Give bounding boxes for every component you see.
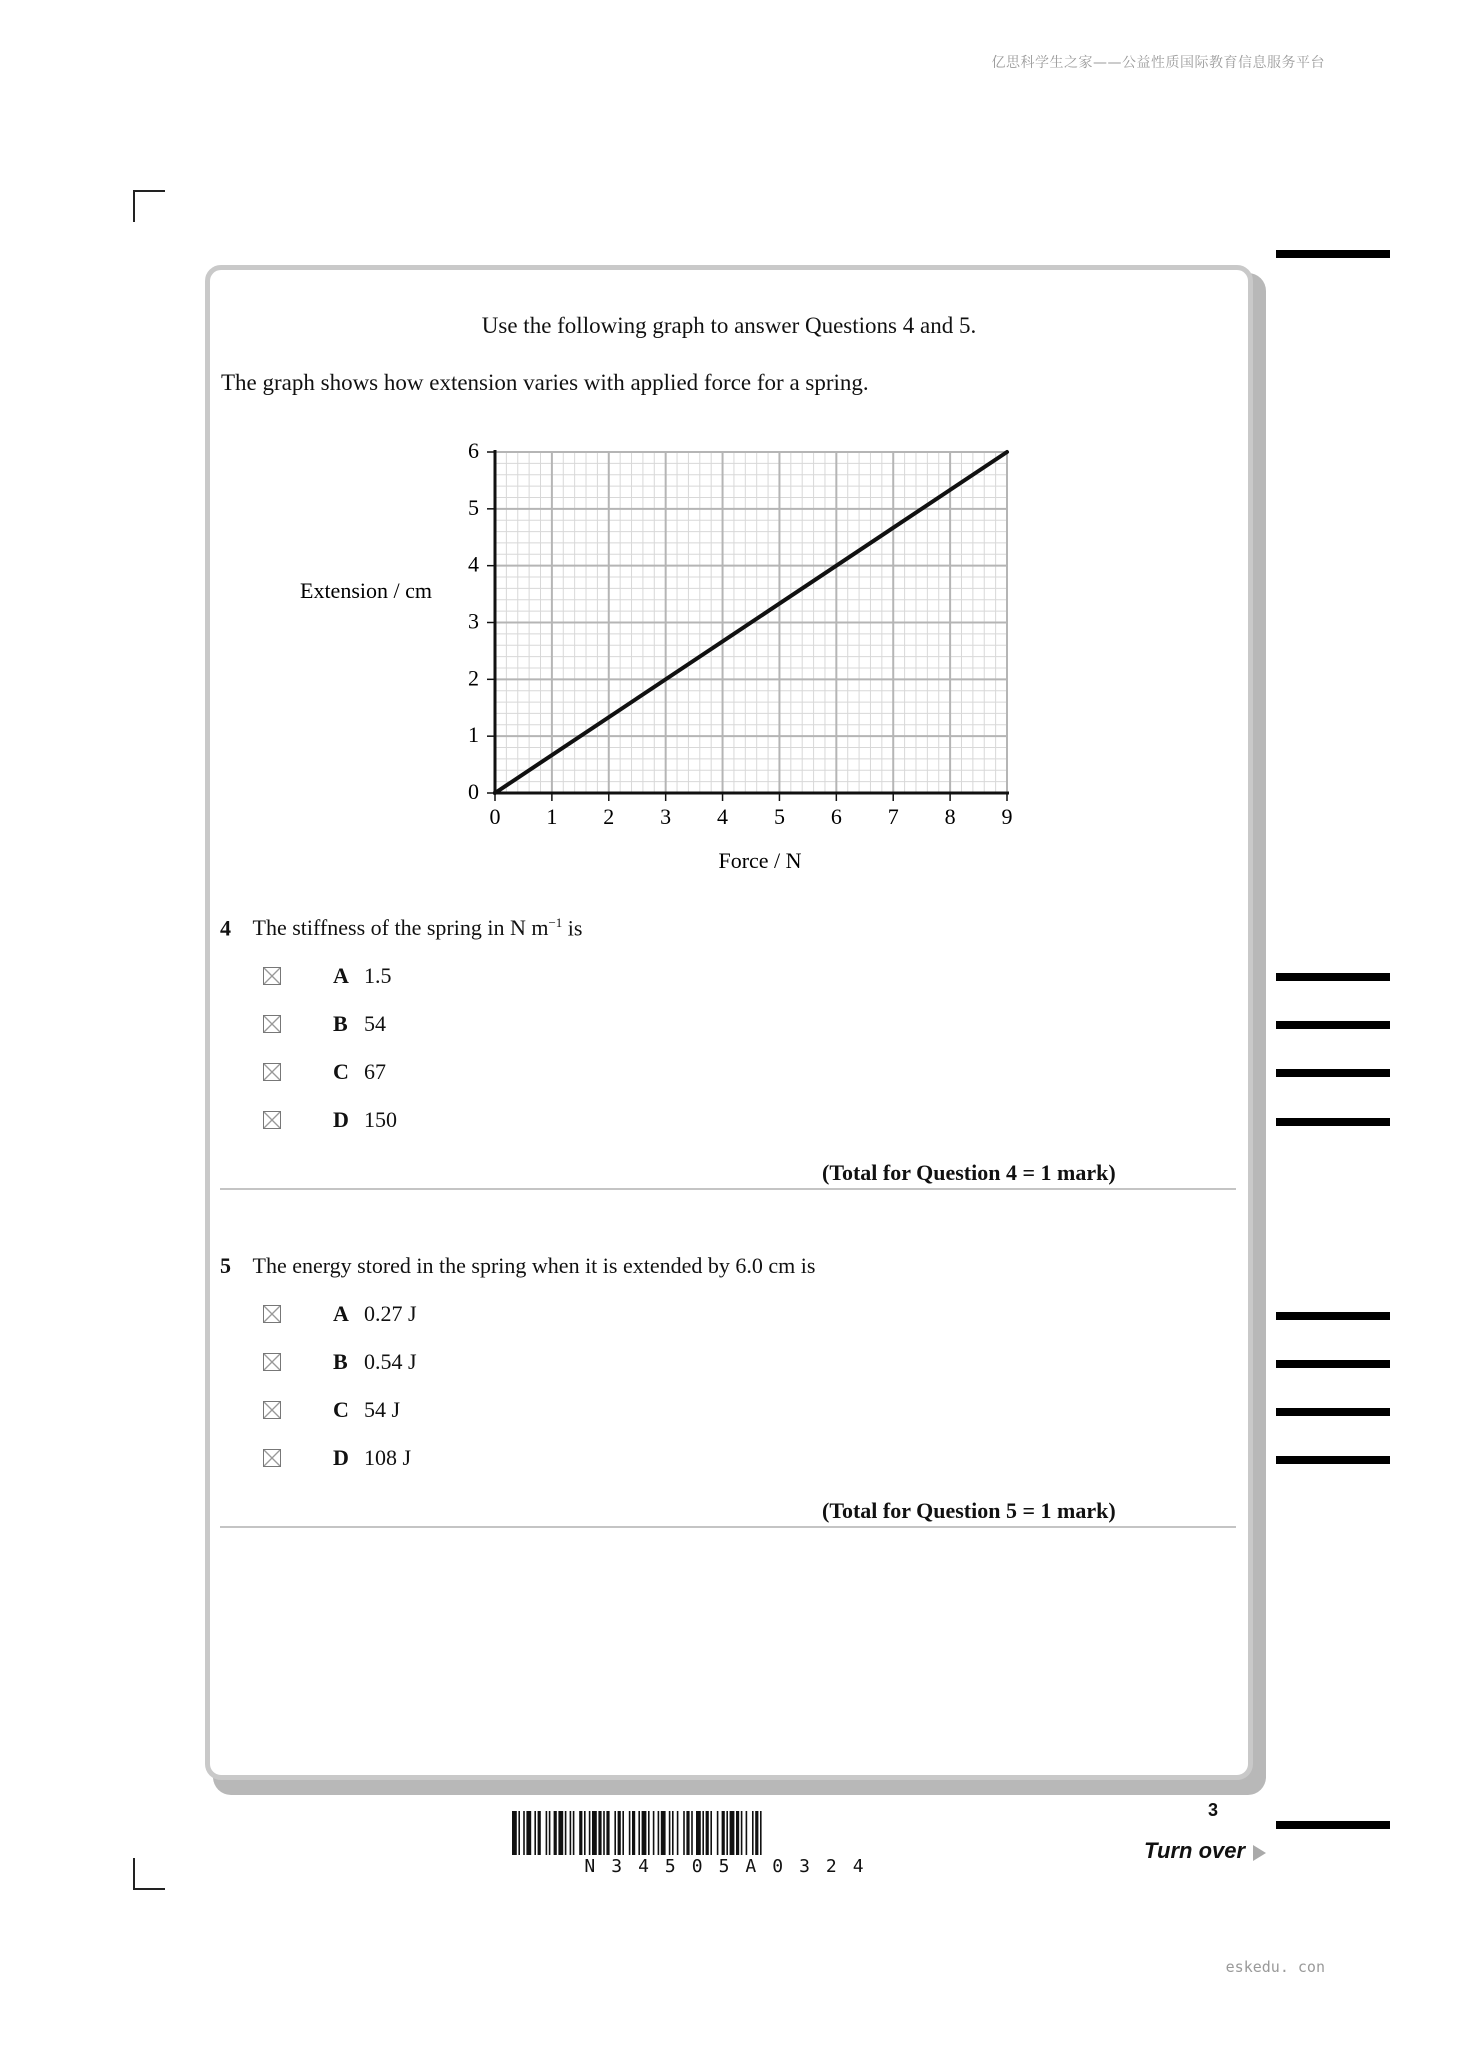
side-marker <box>1276 250 1390 258</box>
barcode-bar <box>669 1811 671 1855</box>
barcode-bar <box>638 1811 640 1855</box>
barcode-bar <box>579 1811 582 1855</box>
option-value: 150 <box>364 1107 397 1132</box>
option-letter: D <box>333 1107 349 1132</box>
option-letter: C <box>333 1059 349 1084</box>
barcode-bar <box>702 1811 704 1855</box>
question-4-total: (Total for Question 4 = 1 mark) <box>822 1160 1116 1185</box>
crop-mark-bottom-left <box>133 1858 135 1890</box>
barcode-bar <box>632 1811 635 1855</box>
side-marker <box>1276 1021 1390 1029</box>
side-marker <box>1276 1069 1390 1077</box>
divider <box>220 1188 1236 1190</box>
barcode-bar <box>606 1811 609 1855</box>
question-4-text-end: is <box>562 915 583 941</box>
y-tick-label: 3 <box>468 608 479 634</box>
x-axis-label: Force / N <box>718 848 802 873</box>
y-tick-label: 6 <box>468 438 479 463</box>
barcode-bar <box>589 1811 591 1855</box>
option-letter: D <box>333 1445 349 1470</box>
option-letter: B <box>333 1349 348 1374</box>
barcode-bar <box>752 1811 754 1855</box>
y-tick-label: 2 <box>468 665 479 691</box>
answer-checkbox[interactable] <box>263 1353 281 1371</box>
barcode-bar <box>592 1811 597 1855</box>
barcode-bar <box>672 1811 674 1855</box>
barcode-bar <box>658 1811 660 1855</box>
x-tick-label: 1 <box>546 804 558 829</box>
x-tick-label: 4 <box>717 804 729 829</box>
x-tick-label: 7 <box>887 804 899 829</box>
barcode-bar <box>755 1811 758 1855</box>
side-marker <box>1276 1360 1390 1368</box>
answer-checkbox[interactable] <box>263 1111 281 1129</box>
side-marker <box>1276 1821 1390 1829</box>
barcode-bar <box>554 1811 557 1855</box>
question-5-text: The energy stored in the spring when it is extended by 6.0 cm is <box>252 1253 816 1278</box>
barcode-bar <box>760 1811 762 1855</box>
barcode-bar <box>706 1811 709 1855</box>
barcode-bar <box>648 1811 650 1855</box>
barcode-bar <box>653 1811 655 1855</box>
barcode-bar <box>523 1811 525 1855</box>
barcode-bar <box>710 1811 712 1855</box>
barcode-bar <box>683 1811 685 1855</box>
side-marker <box>1276 1312 1390 1320</box>
option-value: 1.5 <box>364 963 392 988</box>
answer-checkbox[interactable] <box>263 1401 281 1419</box>
unit-superscript: −1 <box>548 915 563 930</box>
barcode-bar <box>696 1811 701 1855</box>
barcode-bar <box>618 1811 621 1855</box>
question-4-number: 4 <box>220 915 231 941</box>
option-value: 0.54 J <box>364 1349 417 1374</box>
site-watermark: eskedu. con <box>1225 1958 1325 1976</box>
x-tick-label: 5 <box>773 804 785 829</box>
barcode-bar <box>573 1811 575 1855</box>
barcode-bar <box>570 1811 572 1855</box>
barcode-bar <box>717 1811 719 1855</box>
barcode-bar <box>584 1811 586 1855</box>
answer-checkbox[interactable] <box>263 1305 281 1323</box>
option-value: 54 J <box>364 1397 401 1422</box>
barcode-bar <box>526 1811 531 1855</box>
option-value: 0.27 J <box>364 1301 417 1326</box>
page-number: 3 <box>1208 1800 1219 1820</box>
answer-checkbox[interactable] <box>263 1063 281 1081</box>
barcode-bar <box>741 1811 743 1855</box>
crop-mark-top-left <box>133 190 165 192</box>
x-tick-label: 6 <box>830 804 842 829</box>
y-tick-label: 4 <box>468 551 479 577</box>
barcode-bar <box>518 1811 520 1855</box>
y-tick-label: 0 <box>468 779 479 804</box>
x-tick-label: 3 <box>660 804 672 829</box>
side-marker <box>1276 973 1390 981</box>
barcode <box>512 1811 952 1855</box>
answer-checkbox[interactable] <box>263 967 281 985</box>
barcode-bar <box>746 1811 748 1855</box>
question-5-total: (Total for Question 5 = 1 mark) <box>822 1498 1116 1523</box>
barcode-bar <box>661 1811 666 1855</box>
question-4-text: The stiffness of the spring in N m <box>252 915 549 941</box>
barcode-bar <box>565 1811 567 1855</box>
y-axis-label: Extension / cm <box>300 578 432 603</box>
option-letter: A <box>333 1301 349 1326</box>
option-letter: B <box>333 1011 348 1036</box>
option-value: 67 <box>364 1059 386 1084</box>
side-marker <box>1276 1118 1390 1126</box>
barcode-number: N34505A0324 <box>584 1856 880 1877</box>
answer-checkbox[interactable] <box>263 1015 281 1033</box>
crop-mark-top-left <box>133 190 135 222</box>
y-tick-label: 5 <box>468 494 479 520</box>
x-tick-label: 2 <box>603 804 615 829</box>
barcode-bar <box>534 1811 536 1855</box>
turn-over-label: Turn over <box>1144 1838 1246 1863</box>
side-marker <box>1276 1408 1390 1416</box>
barcode-bar <box>603 1811 605 1855</box>
intro-line: Use the following graph to answer Questions 4 and 5. <box>481 313 977 338</box>
divider <box>220 1526 1236 1528</box>
question-4 <box>220 915 582 941</box>
header-watermark: 亿思科学生之家——公益性质国际教育信息服务平台 <box>991 55 1325 71</box>
barcode-bar <box>558 1811 563 1855</box>
crop-mark-bottom-left <box>133 1888 165 1890</box>
intro-description: The graph shows how extension varies with applied force for a spring. <box>221 370 869 395</box>
barcode-bar <box>538 1811 541 1855</box>
x-tick-label: 9 <box>1001 804 1013 829</box>
option-value: 54 <box>364 1011 386 1036</box>
barcode-bar <box>736 1811 739 1855</box>
barcode-bar <box>726 1811 728 1855</box>
extension-force-graph <box>280 425 1040 885</box>
barcode-bar <box>546 1811 548 1855</box>
answer-checkbox[interactable] <box>263 1449 281 1467</box>
barcode-bar <box>512 1811 517 1855</box>
arrow-right-icon <box>1253 1845 1266 1861</box>
barcode-bar <box>549 1811 551 1855</box>
x-tick-label: 0 <box>489 804 501 829</box>
barcode-bar <box>622 1811 624 1855</box>
barcode-bar <box>686 1811 689 1855</box>
question-5 <box>220 1253 815 1279</box>
barcode-bar <box>691 1811 693 1855</box>
question-5-number: 5 <box>220 1253 231 1278</box>
x-tick-label: 8 <box>944 804 956 829</box>
barcode-bar <box>598 1811 601 1855</box>
barcode-bar <box>642 1811 647 1855</box>
barcode-bar <box>677 1811 679 1855</box>
barcode-bar <box>730 1811 735 1855</box>
barcode-bar <box>629 1811 631 1855</box>
option-letter: A <box>333 963 349 988</box>
option-letter: C <box>333 1397 349 1422</box>
barcode-bar <box>722 1811 725 1855</box>
y-tick-label: 1 <box>468 722 479 748</box>
option-value: 108 J <box>364 1445 412 1470</box>
barcode-bar <box>614 1811 616 1855</box>
side-marker <box>1276 1456 1390 1464</box>
